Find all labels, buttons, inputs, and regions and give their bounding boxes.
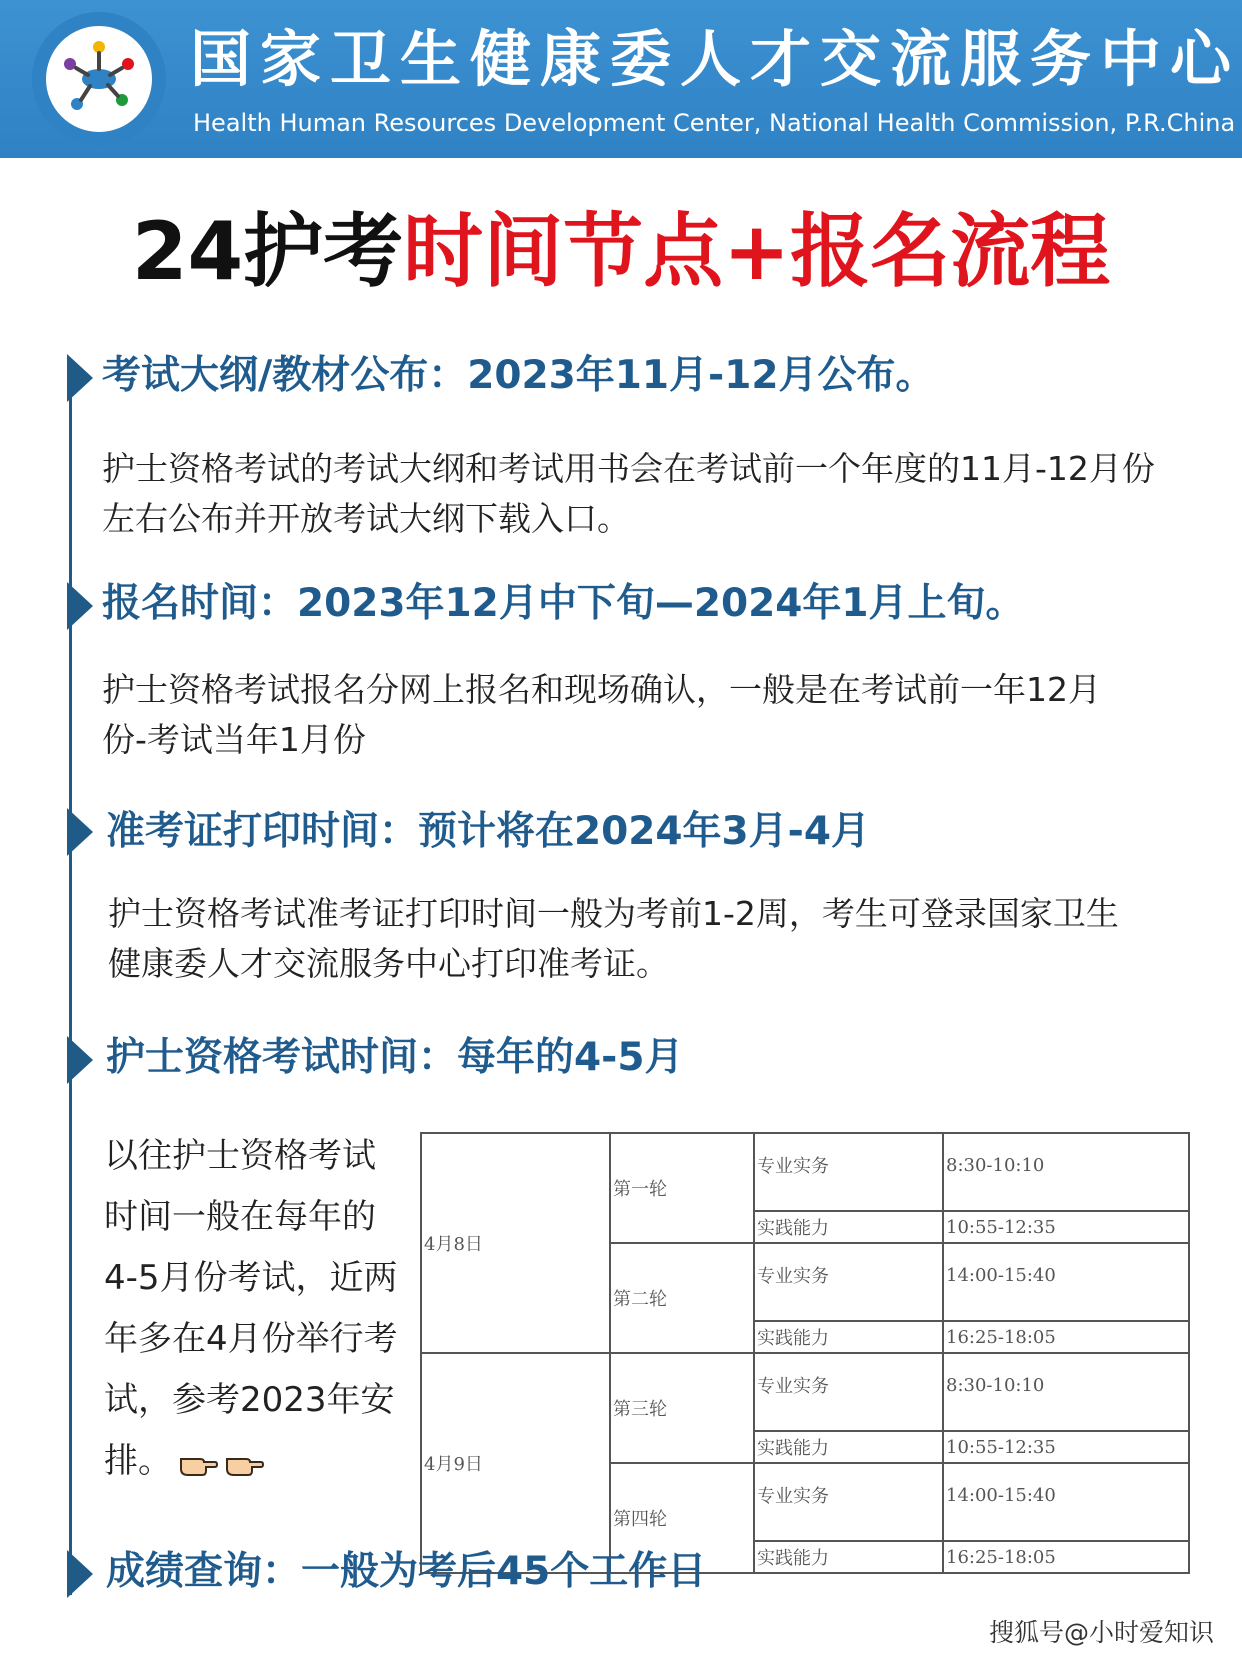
section-body-admission-ticket: 护士资格考试准考证打印时间一般为考前1-2周，考生可登录国家卫生健康委人才交流服务中心打印准考证。 xyxy=(108,894,1119,983)
time-cell: 14:00-15:40 xyxy=(943,1463,1189,1541)
pointing-hand-icon xyxy=(224,1449,264,1477)
section-heading-registration: 报名时间：2023年12月中下旬—2024年1月上旬。 xyxy=(102,581,1025,626)
subject-cell: 实践能力 xyxy=(754,1541,943,1573)
org-name: 国家卫生健康委人才交流服务中心 xyxy=(190,24,1241,95)
logo-icon xyxy=(32,12,166,146)
time-cell: 10:55-12:35 xyxy=(943,1431,1189,1463)
subject-cell: 专业实务 xyxy=(754,1463,943,1541)
subject-cell: 专业实务 xyxy=(754,1133,943,1211)
round-cell: 第一轮 xyxy=(610,1133,754,1243)
exam-schedule-table xyxy=(420,1132,1190,1574)
section-heading-exam-time: 护士资格考试时间：每年的4-5月 xyxy=(106,1035,684,1080)
time-cell: 14:00-15:40 xyxy=(943,1243,1189,1321)
pointing-hand-icon xyxy=(178,1449,218,1477)
subject-cell: 实践能力 xyxy=(754,1211,943,1243)
exam-time-note-text: 以往护士资格考试时间一般在每年的4-5月份考试，近两年多在4月份举行考试，参考2023年安排。 xyxy=(104,1136,398,1481)
table-row xyxy=(421,1353,1189,1431)
timeline-marker-icon xyxy=(67,354,93,402)
org-name-en: Health Human Resources Development Center, National Health Commission, P.R.China xyxy=(193,109,1236,137)
subject-cell: 实践能力 xyxy=(754,1431,943,1463)
section-body-exam-time xyxy=(104,1126,404,1492)
time-cell: 8:30-10:10 xyxy=(943,1133,1189,1211)
subject-cell: 专业实务 xyxy=(754,1243,943,1321)
timeline-marker-icon xyxy=(67,1550,93,1598)
section-heading-score-query: 成绩查询：一般为考后45个工作日 xyxy=(106,1549,707,1594)
timeline-marker-icon xyxy=(67,808,93,856)
section-body-outline: 护士资格考试的考试大纲和考试用书会在考试前一个年度的11月-12月份左右公布并开放考试大纲下载入口。 xyxy=(102,449,1155,538)
subject-cell: 专业实务 xyxy=(754,1353,943,1431)
timeline-marker-icon xyxy=(67,582,93,630)
round-cell: 第二轮 xyxy=(610,1243,754,1353)
section-heading-admission-ticket: 准考证打印时间：预计将在2024年3月-4月 xyxy=(106,809,871,854)
time-cell: 10:55-12:35 xyxy=(943,1211,1189,1243)
title-red-part: 时间节点+报名流程 xyxy=(403,205,1111,298)
time-cell: 8:30-10:10 xyxy=(943,1353,1189,1431)
page-title xyxy=(0,202,1242,302)
date-cell: 4月9日 xyxy=(421,1353,610,1573)
timeline-marker-icon xyxy=(67,1036,93,1084)
section-heading-outline: 考试大纲/教材公布：2023年11月-12月公布。 xyxy=(102,353,935,398)
timeline-line xyxy=(69,360,72,1595)
subject-cell: 实践能力 xyxy=(754,1321,943,1353)
date-cell: 4月8日 xyxy=(421,1133,610,1353)
section-body-registration: 护士资格考试报名分网上报名和现场确认，一般是在考试前一年12月份-考试当年1月份 xyxy=(102,670,1101,759)
round-cell: 第四轮 xyxy=(610,1463,754,1573)
time-cell: 16:25-18:05 xyxy=(943,1321,1189,1353)
header-banner xyxy=(0,0,1242,158)
title-black-part: 24护考 xyxy=(131,205,404,298)
round-cell: 第三轮 xyxy=(610,1353,754,1463)
table-row xyxy=(421,1133,1189,1211)
time-cell: 16:25-18:05 xyxy=(943,1541,1189,1573)
watermark: 搜狐号@小时爱知识 xyxy=(988,1618,1214,1647)
